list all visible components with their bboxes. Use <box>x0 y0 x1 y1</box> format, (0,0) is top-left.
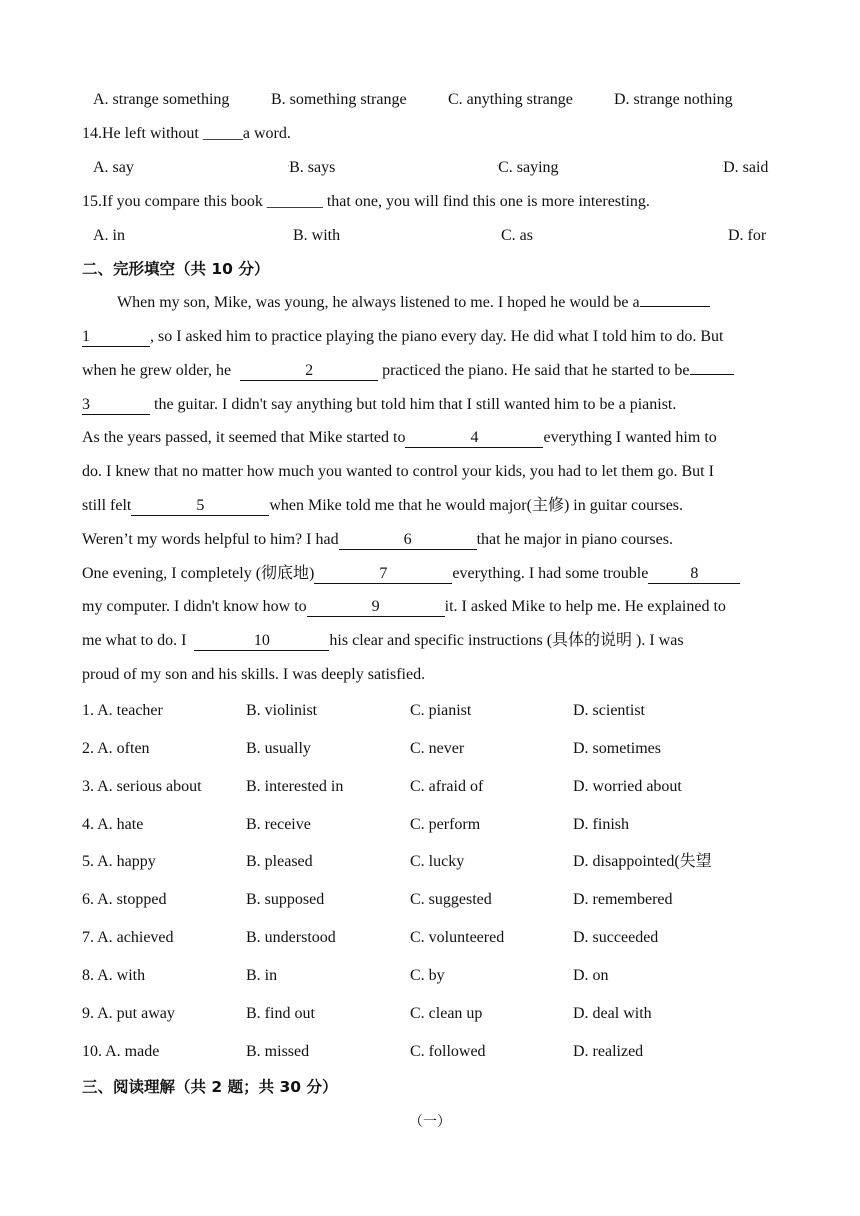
passage-text: when he grew older, he <box>82 362 236 379</box>
cloze-3-option-a: 3. A. serious about <box>82 778 202 795</box>
q15-option-a: A. in <box>93 227 125 244</box>
cloze-5-option-a: 5. A. happy <box>82 853 156 870</box>
cloze-9-option-a: 9. A. put away <box>82 1005 175 1022</box>
q14-option-b-text: B. says <box>289 159 336 176</box>
passage-text: everything. I had some trouble <box>452 565 649 582</box>
passage-line-12: proud of my son and his skills. I was deeply satisfied. <box>82 666 426 683</box>
cloze-3-option-d: D. worried about <box>573 778 682 795</box>
cloze-1-option-b: B. violinist <box>246 702 318 719</box>
q14-blank: _____ <box>202 125 243 142</box>
cloze-4-option-d: D. finish <box>573 816 629 833</box>
q14-option-b: 'B. says <box>288 159 336 176</box>
q13-option-c: C. anything strange <box>448 91 573 108</box>
cloze-1-option-c: C. pianist <box>410 702 472 719</box>
passage-text: As the years passed, it seemed that Mike started to <box>82 429 406 446</box>
q14-question <box>82 124 291 144</box>
passage-line-4 <box>82 395 676 415</box>
passage-text: everything I wanted him to <box>543 429 717 446</box>
passage-line-9 <box>82 564 740 584</box>
q14-option-a: A. say <box>93 159 134 176</box>
cloze-1-option-d: D. scientist <box>573 702 645 719</box>
cloze-4-option-c: C. perform <box>410 816 481 833</box>
cloze-2-option-c: C. never <box>410 740 465 757</box>
passage-line-3 <box>82 361 734 381</box>
passage-line-7 <box>82 496 683 516</box>
passage-text: One evening, I completely (彻底地) <box>82 565 315 582</box>
q15-option-d: D. for <box>728 227 767 244</box>
passage-line-10 <box>82 597 726 617</box>
blank-10: 10 <box>194 632 329 651</box>
passage-line-2 <box>82 327 724 347</box>
cloze-2-option-d: D. sometimes <box>573 740 661 757</box>
passage-line-8 <box>82 530 673 550</box>
q13-option-a: A. strange something <box>93 91 230 108</box>
cloze-8-option-b: B. in <box>246 967 278 984</box>
cloze-6-option-b: B. supposed <box>246 891 325 908</box>
q15-text-end: that one, you will find this one is more interesting. <box>322 193 650 210</box>
passage-text: his clear and specific instructions (具体的说明 ). I was <box>329 632 684 649</box>
cloze-6-option-d: D. remembered <box>573 891 673 908</box>
q15-option-b: B. with <box>293 227 341 244</box>
passage-text: the guitar. I didn't say anything but told him that I still wanted him to be a pianist. <box>150 396 677 413</box>
blank-6: 6 <box>339 531 477 550</box>
q15-text: 15.If you compare this book <box>82 193 267 210</box>
cloze-4-option-a: 4. A. hate <box>82 816 144 833</box>
q14-text: 14.He left without <box>82 125 203 142</box>
cloze-7-option-b: B. understood <box>246 929 336 946</box>
passage-text: When my son, Mike, was young, he always listened to me. I hoped he would be a <box>117 294 640 311</box>
passage-text: still felt <box>82 497 132 514</box>
cloze-3-option-c: C. afraid of <box>410 778 484 795</box>
cloze-10-option-d: D. realized <box>573 1043 644 1060</box>
blank-8: 8 <box>648 565 740 584</box>
page-footer: （一） <box>409 1115 451 1130</box>
cloze-5-option-d: D. disappointed(失望 <box>573 853 712 870</box>
passage-text: , so I asked him to practice playing the piano every day. He did what I told him to do. But <box>150 328 724 345</box>
section2-heading: 二、完形填空（共 10 分） <box>82 260 270 278</box>
blank-line <box>640 306 710 307</box>
q14-option-c: 'C. saying <box>497 159 559 176</box>
passage-text: it. I asked Mike to help me. He explained to <box>444 598 726 615</box>
cloze-10-option-c: C. followed <box>410 1043 486 1060</box>
cloze-2-option-a: 2. A. often <box>82 740 150 757</box>
passage-line-1 <box>117 293 710 313</box>
blank-4: 4 <box>405 429 543 448</box>
cloze-9-option-c: C. clean up <box>410 1005 483 1022</box>
cloze-7-option-c: C. volunteered <box>410 929 505 946</box>
cloze-7-option-d: D. succeeded <box>573 929 659 946</box>
blank-5: 5 <box>131 497 269 516</box>
q15-blank: _______ <box>266 193 323 210</box>
q14-text-end: a word. <box>242 125 291 142</box>
section3-heading: 三、阅读理解（共 2 题；共 30 分） <box>82 1078 338 1096</box>
cloze-8-option-d: D. on <box>573 967 609 984</box>
blank-9: 9 <box>307 598 445 617</box>
passage-line-5 <box>82 428 717 448</box>
cloze-1-option-a: 1. A. teacher <box>82 702 163 719</box>
passage-text: me what to do. I <box>82 632 191 649</box>
cloze-6-option-c: C. suggested <box>410 891 492 908</box>
cloze-8-option-a: 8. A. with <box>82 967 146 984</box>
cloze-9-option-b: B. find out <box>246 1005 315 1022</box>
blank-2: 2 <box>240 362 378 381</box>
cloze-6-option-a: 6. A. stopped <box>82 891 167 908</box>
cloze-9-option-d: D. deal with <box>573 1005 652 1022</box>
passage-text: practiced the piano. He said that he started to be <box>378 362 690 379</box>
passage-text: when Mike told me that he would major(主修) in guitar courses. <box>269 497 684 514</box>
cloze-2-option-b: B. usually <box>246 740 311 757</box>
cloze-10-option-a: 10. A. made <box>82 1043 160 1060</box>
cloze-4-option-b: B. receive <box>246 816 311 833</box>
cloze-7-option-a: 7. A. achieved <box>82 929 174 946</box>
q15-question <box>82 192 650 212</box>
cloze-5-option-b: B. pleased <box>246 853 313 870</box>
passage-line-11 <box>82 631 684 651</box>
q14-option-d-text: D. said <box>723 159 769 176</box>
blank-3: 3 <box>82 396 150 415</box>
passage-text: my computer. I didn't know how to <box>82 598 307 615</box>
passage-line-6: do. I knew that no matter how much you wanted to control your kids, you had to let them go. But I <box>82 463 714 480</box>
q15-option-c: C. as <box>501 227 533 244</box>
cloze-5-option-c: C. lucky <box>410 853 465 870</box>
passage-text: that he major in piano courses. <box>476 531 673 548</box>
cloze-8-option-c: C. by <box>410 967 445 984</box>
q14-option-d: 'D. said <box>722 159 769 176</box>
cloze-3-option-b: B. interested in <box>246 778 344 795</box>
passage-text: Weren’t my words helpful to him? I had <box>82 531 339 548</box>
q13-option-d: D. strange nothing <box>614 91 733 108</box>
q13-option-b: B. something strange <box>271 91 407 108</box>
q14-option-c-text: C. saying <box>498 159 559 176</box>
blank-1: 1 <box>82 328 150 347</box>
blank-line <box>690 374 734 375</box>
cloze-10-option-b: B. missed <box>246 1043 310 1060</box>
blank-7: 7 <box>314 565 452 584</box>
